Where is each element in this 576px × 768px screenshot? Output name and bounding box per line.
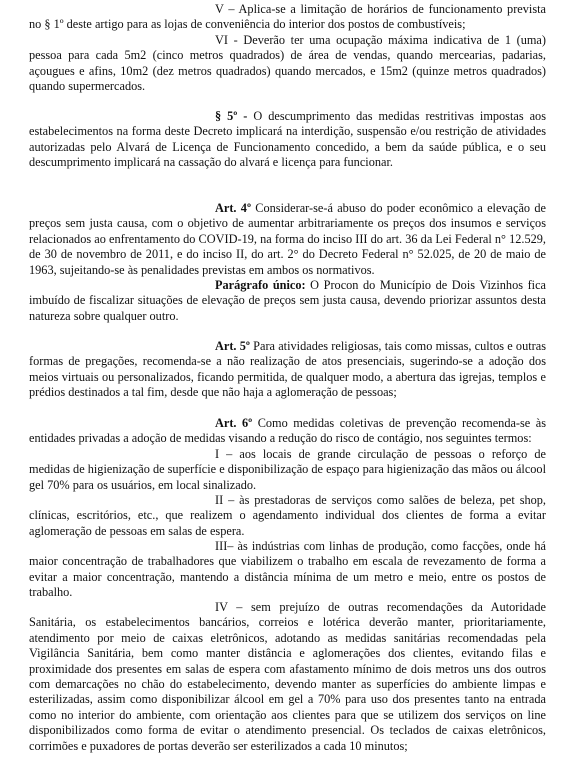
article-6-text: Como medidas coletivas de prevenção recomenda-se às entidades privadas a adoção de medidas visando a redução do risco de contágio, nos seguintes termos: <box>29 416 546 446</box>
inciso-i-paragraph <box>29 447 546 493</box>
article-6-lead: Art. 6º <box>215 416 253 430</box>
single-paragraph-lead: Parágrafo único: <box>215 278 306 292</box>
inciso-v-text: V – Aplica-se a limitação de horários de funcionamento prevista no § 1º deste artigo para as lojas de conveniência do interior dos postos de combustíveis; <box>29 2 546 32</box>
paragraph-5-text: O descumprimento das medidas restritivas impostas aos estabelecimentos na forma deste Decreto implicará na interdição, suspensão e/ou restrição de atividades autorizadas pelo Alvará de Licença de Funcionamento concedido, a bem da saúde pública, e o seu descumprimento implicará na cassação do alvará e licença para funcionar. <box>29 109 546 170</box>
inciso-vi-paragraph <box>29 33 546 95</box>
article-5-lead: Art. 5º <box>215 339 250 353</box>
inciso-vi-text: VI - Deverão ter uma ocupação máxima indicativa de 1 (uma) pessoa para cada 5m2 (cinco metros quadrados) de área de vendas, quando mercearias, padarias, açougues e afins, 10m2 (dez metros quadrados) quando mercados, e 15m2 (quinze metros quadrados) quando supermercados. <box>29 33 546 94</box>
paragraph-5-section <box>29 109 546 171</box>
article-4-paragraph <box>29 201 546 278</box>
article-5-paragraph <box>29 339 546 401</box>
single-paragraph <box>29 278 546 324</box>
inciso-i-text: I – aos locais de grande circulação de pessoas o reforço de medidas de higienização de superfície e disponibilização de espaço para higienização das mãos ou álcool gel 70% para os usuários, em local sinalizado. <box>29 447 546 492</box>
paragraph-5-lead: § 5º - <box>215 109 248 123</box>
inciso-iv-paragraph <box>29 600 546 754</box>
inciso-iv-text: IV – sem prejuízo de outras recomendações da Autoridade Sanitária, os estabelecimentos bancários, correios e lotérica deverão manter, prioritariamente, atendimento por meio de caixas eletrônicos, adotando as medidas sanitárias recomendadas pela Vigilância Sanitária, bem como manter distância e aglomerações dos clientes, evitando filas e proximidade dos presentes em salas de espera com afastamento mínimo de dois metros uns dos outros com demarcações no chão do estabelecimento, devendo manter as superfícies do ambiente limpas e esterilizadas, assim como disponibilizar álcool em gel a 70% para uso dos presentes tanto na entrada como no interior do ambiente, com orientação aos clientes para que se utilizem dos serviços on line disponibilizados como forma de evitar o atendimento presencial. Os teclados de caixas eletrônicos, corrimões e puxadores de portas deverão ser esterilizados a cada 10 minutos; <box>29 600 546 753</box>
inciso-iii-paragraph <box>29 539 546 601</box>
article-4-text: Considerar-se-á abuso do poder econômico a elevação de preços sem justa causa, com o objetivo de aumentar arbitrariamente os preços dos insumos e serviços relacionados ao enfrentamento do COVID-19, na forma do inciso III do art. 36 da Lei Federal n° 12.529, de 30 de novembro de 2011, e do inciso II, do art. 2° do Decreto Federal n° 52.025, de 20 de maio de 1963, sujeitando-se às penalidades previstas em ambos os normativos. <box>29 201 546 277</box>
inciso-ii-text: II – às prestadoras de serviços como salões de beleza, pet shop, clínicas, escritórios, etc., que realizem o agendamento individual dos clientes de forma a evitar aglomeração de pessoas em salas de espera. <box>29 493 546 538</box>
article-5-text: Para atividades religiosas, tais como missas, cultos e outras formas de pregações, recomenda-se a não realização de atos presenciais, sugerindo-se a adoção dos meios virtuais ou personalizados, ficando permitida, de qualquer modo, a abertura das igrejas, templos e prédios destinados a tal fim, desde que não haja a aglomeração de pessoas; <box>29 339 546 400</box>
article-4-lead: Art. 4º <box>215 201 252 215</box>
inciso-v-paragraph <box>29 2 546 33</box>
article-6-paragraph <box>29 416 546 447</box>
inciso-iii-text: III– às indústrias com linhas de produção, como facções, onde há maior concentração de trabalhadores que viabilizem o trabalho em escala de revezamento de forma a evitar a maior concentração, mantendo a distância mínima de um metro e meio, entre os postos de trabalho. <box>29 539 546 600</box>
single-paragraph-text: O Procon do Município de Dois Vizinhos fica imbuído de fiscalizar situações de elevação de preços sem justa causa, devendo priorizar assuntos desta natureza sobre qualquer outro. <box>29 278 546 323</box>
inciso-ii-paragraph <box>29 493 546 539</box>
